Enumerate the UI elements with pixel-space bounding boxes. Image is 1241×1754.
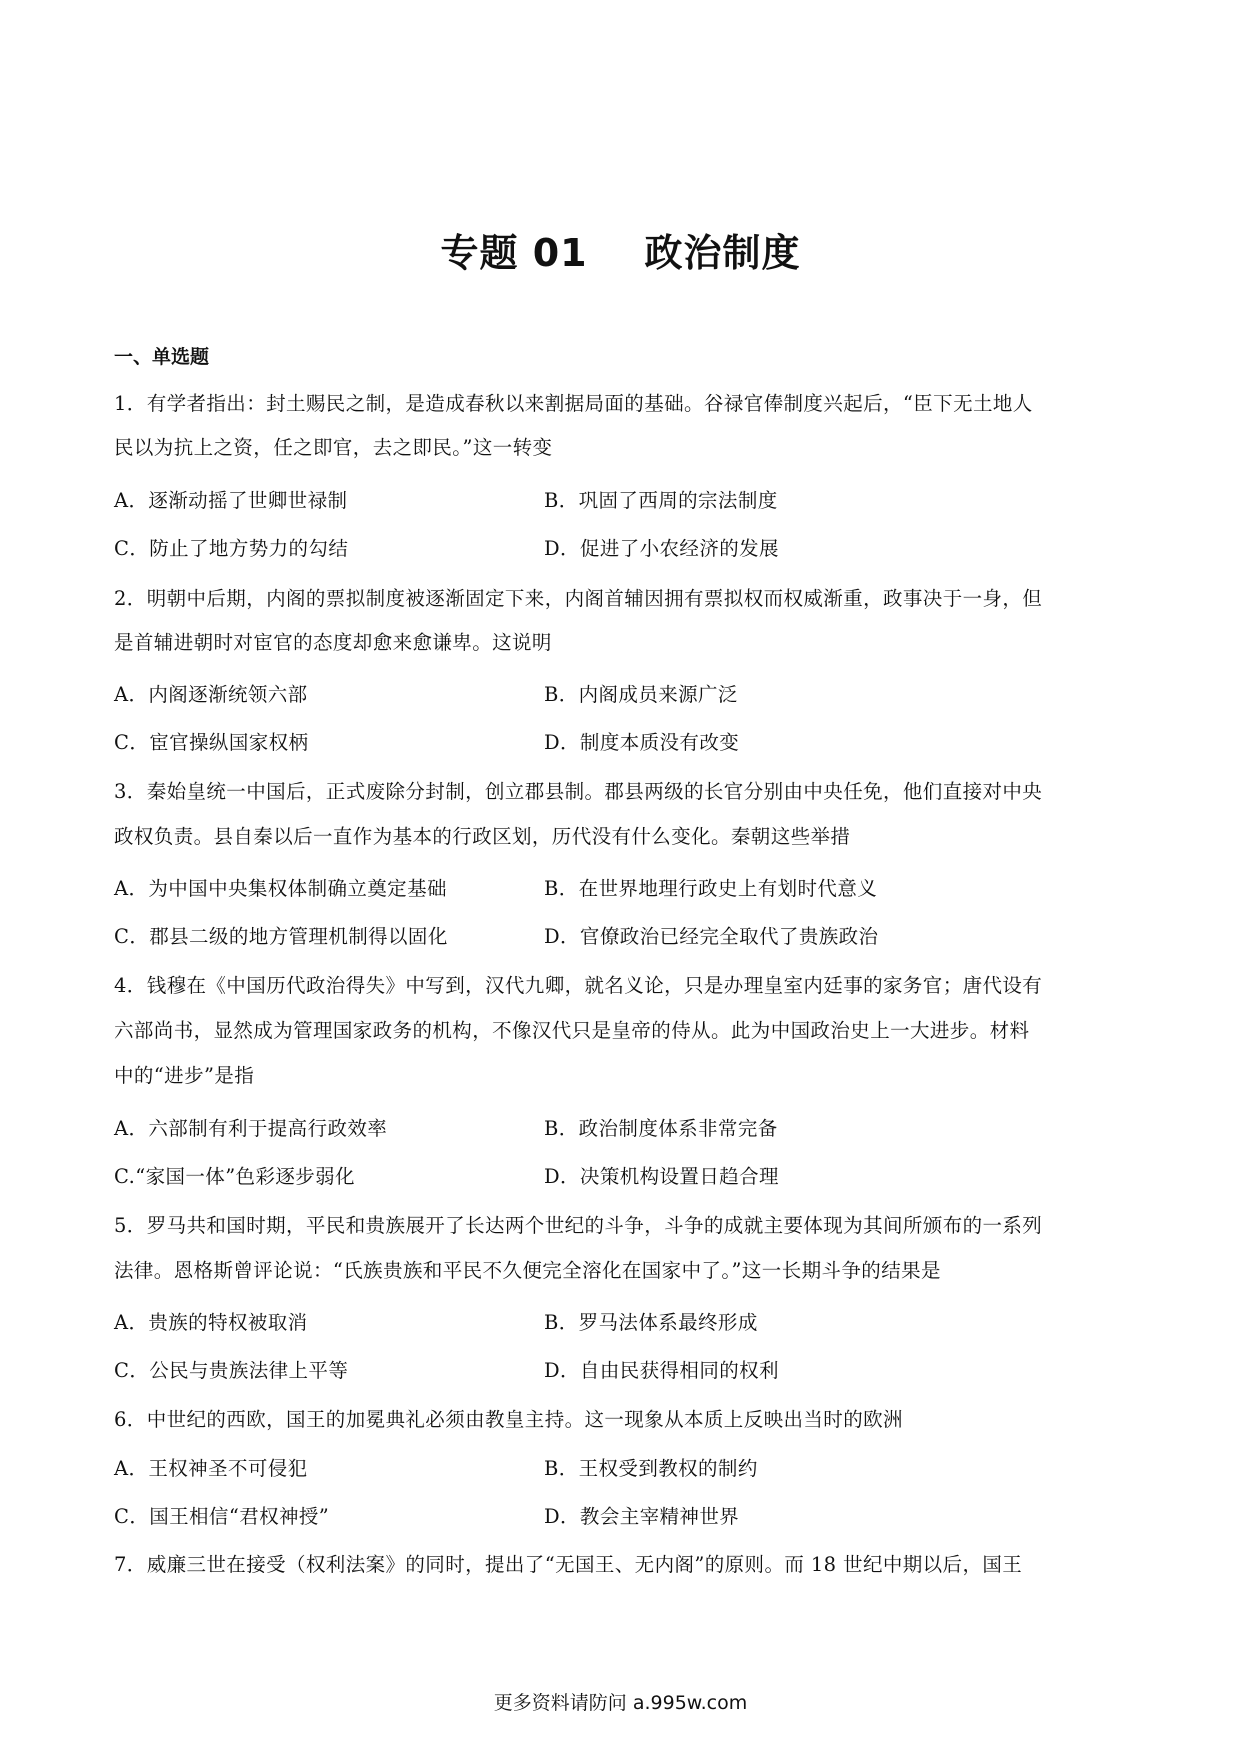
question-4-line-3: 中的“进步”是指 — [114, 1064, 255, 1087]
question-6-line-1: 6．中世纪的西欧，国王的加冕典礼必须由教皇主持。这一现象从本质上反映出当时的欧洲 — [114, 1408, 903, 1431]
question-2-option-c: C．宦官操纵国家权柄 — [114, 731, 309, 754]
question-5-line-2: 法律。恩格斯曾评论说：“氏族贵族和平民不久便完全溶化在国家中了。”这一长期斗争的结果是 — [114, 1259, 941, 1282]
question-1-option-d: D．促进了小农经济的发展 — [544, 537, 779, 560]
question-3-option-d: D．官僚政治已经完全取代了贵族政治 — [544, 925, 879, 948]
question-6-option-a: A．王权神圣不可侵犯 — [114, 1457, 308, 1480]
question-4-option-a: A．六部制有利于提高行政效率 — [114, 1117, 388, 1140]
question-5-option-b: B．罗马法体系最终形成 — [544, 1311, 758, 1334]
question-2-option-d: D．制度本质没有改变 — [544, 731, 740, 754]
question-4-option-c: C.“家国一体”色彩逐步弱化 — [114, 1165, 355, 1188]
question-1-option-b: B．巩固了西周的宗法制度 — [544, 489, 778, 512]
question-3-option-c: C．郡县二级的地方管理机制得以固化 — [114, 925, 448, 948]
question-1-option-a: A．逐渐动摇了世卿世禄制 — [114, 489, 348, 512]
footer-link-text: 更多资料请防问 a.995w.com — [493, 1692, 748, 1714]
page-title: 专题 01 政治制度 — [440, 231, 801, 275]
question-2-line-2: 是首辅进朝时对宦官的态度却愈来愈谦卑。这说明 — [114, 631, 552, 654]
question-2-line-1: 2．明朝中后期，内阁的票拟制度被逐渐固定下来，内阁首辅因拥有票拟权而权威渐重，政事决于一身，但 — [114, 587, 1043, 610]
question-1-line-2: 民以为抗上之资，任之即官，去之即民。”这一转变 — [114, 436, 553, 459]
question-3-option-a: A．为中国中央集权体制确立奠定基础 — [114, 877, 447, 900]
question-6-option-d: D．教会主宰精神世界 — [544, 1505, 740, 1528]
question-6-option-b: B．王权受到教权的制约 — [544, 1457, 758, 1480]
question-5-option-a: A．贵族的特权被取消 — [114, 1311, 308, 1334]
question-6-option-c: C．国王相信“君权神授” — [114, 1505, 330, 1528]
question-4-line-2: 六部尚书，显然成为管理国家政务的机构，不像汉代只是皇帝的侍从。此为中国政治史上一大进步。材料 — [114, 1019, 1030, 1042]
question-5-line-1: 5．罗马共和国时期，平民和贵族展开了长达两个世纪的斗争，斗争的成就主要体现为其间所颁布的一系列 — [114, 1214, 1043, 1237]
question-7-line-1: 7．威廉三世在接受（权利法案》的同时，提出了“无国王、无内阁”的原则。而 18 世纪中期以后，国王 — [114, 1553, 1023, 1576]
question-3-line-1: 3．秦始皇统一中国后，正式废除分封制，创立郡县制。郡县两级的长官分别由中央任免，他们直接对中央 — [114, 780, 1043, 803]
question-5-option-d: D．自由民获得相同的权利 — [544, 1359, 779, 1382]
question-2-option-a: A．内阁逐渐统领六部 — [114, 683, 308, 706]
question-5-option-c: C．公民与贵族法律上平等 — [114, 1359, 349, 1382]
question-4-option-b: B．政治制度体系非常完备 — [544, 1117, 778, 1140]
question-2-option-b: B．内阁成员来源广泛 — [544, 683, 738, 706]
question-3-line-2: 政权负责。县自秦以后一直作为基本的行政区划，历代没有什么变化。秦朝这些举措 — [114, 825, 851, 848]
question-4-line-1: 4．钱穆在《中国历代政治得失》中写到，汉代九卿，就名义论，只是办理皇室内廷事的家务官；唐代设有 — [114, 974, 1043, 997]
question-1-line-1: 1．有学者指出：封土赐民之制，是造成春秋以来割据局面的基础。谷禄官俸制度兴起后，“臣下无土地人 — [114, 392, 1033, 415]
question-4-option-d: D．决策机构设置日趋合理 — [544, 1165, 779, 1188]
question-1-option-c: C．防止了地方势力的勾结 — [114, 537, 349, 560]
section-heading: 一、单选题 — [114, 346, 210, 368]
question-3-option-b: B．在世界地理行政史上有划时代意义 — [544, 877, 878, 900]
